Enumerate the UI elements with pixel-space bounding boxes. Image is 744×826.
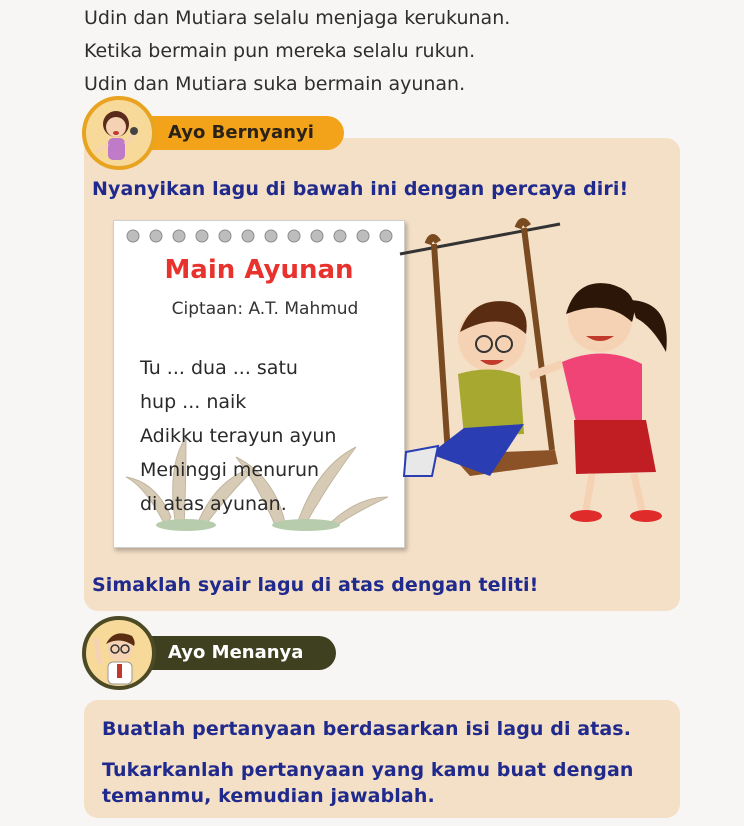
intro-paragraph bbox=[84, 2, 724, 101]
ask-instruction: Buatlah pertanyaan berdasarkan isi lagu di atas. bbox=[102, 718, 632, 740]
ask-instruction: Tukarkanlah pertanyaan yang kamu buat dengan bbox=[102, 759, 634, 781]
badge-label: Ayo Menanya bbox=[168, 642, 304, 663]
listen-instruction: Simaklah syair lagu di atas dengan teliti! bbox=[92, 574, 539, 596]
notepad-ring-icon bbox=[124, 227, 394, 245]
lyric-line: di atas ayunan. bbox=[140, 493, 287, 515]
song-author: Ciptaan: A.T. Mahmud bbox=[171, 299, 359, 319]
intro-line: Ketika bermain pun mereka selalu rukun. bbox=[84, 40, 476, 62]
intro-line: Udin dan Mutiara suka bermain ayunan. bbox=[84, 73, 466, 95]
song-lyrics bbox=[140, 351, 336, 521]
sing-instruction: Nyanyikan lagu di bawah ini dengan percaya diri! bbox=[92, 178, 629, 200]
lyric-line: hup ... naik bbox=[140, 391, 247, 413]
singing-girl-icon bbox=[82, 96, 156, 170]
lyric-line: Tu ... dua ... satu bbox=[140, 357, 298, 379]
song-title: Main Ayunan bbox=[164, 255, 354, 285]
lyric-line: Adikku terayun ayun bbox=[140, 425, 337, 447]
lyric-line: Meninggi menurun bbox=[140, 459, 320, 481]
badge-label: Ayo Bernyanyi bbox=[168, 122, 314, 143]
raised-hand-boy-icon bbox=[82, 616, 156, 690]
song-note-card bbox=[113, 220, 405, 548]
swing-illustration bbox=[380, 214, 680, 534]
ask-section-panel bbox=[84, 700, 680, 818]
ask-instruction: temanmu, kemudian jawablah. bbox=[102, 785, 435, 807]
intro-line: Udin dan Mutiara selalu menjaga kerukunan. bbox=[84, 7, 511, 29]
